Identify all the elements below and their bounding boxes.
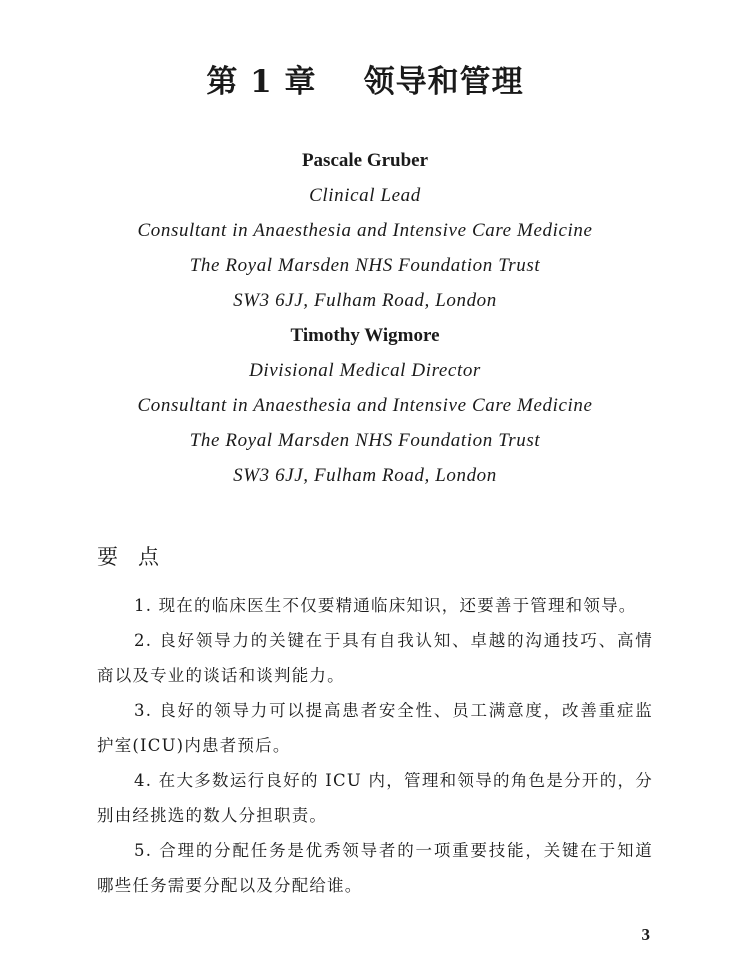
key-point-item: 1. 现在的临床医生不仅要精通临床知识，还要善于管理和领导。 [134, 596, 637, 615]
author-address: SW3 6JJ, Fulham Road, London [233, 465, 497, 486]
key-point-item: 4. 在大多数运行良好的 ICU 内，管理和领导的角色是分开的，分别由经挑选的数人分担职责。 [97, 771, 653, 825]
key-point-item: 5. 合理的分配任务是优秀领导者的一项重要技能，关键在于知道哪些任务需要分配以及分配给谁。 [97, 841, 653, 895]
chapter-title: 第 1 章 领导和管理 [206, 64, 524, 100]
author-position: Consultant in Anaesthesia and Intensive Care Medicine [137, 395, 593, 416]
key-points-list [97, 588, 653, 903]
author-role: Divisional Medical Director [249, 360, 481, 381]
author-address: SW3 6JJ, Fulham Road, London [233, 290, 497, 311]
author-institution: The Royal Marsden NHS Foundation Trust [189, 430, 541, 451]
key-point-item: 3. 良好的领导力可以提高患者安全性、员工满意度，改善重症监护室(ICU)内患者预后。 [97, 701, 653, 755]
author-institution: The Royal Marsden NHS Foundation Trust [189, 255, 541, 276]
author-role: Clinical Lead [309, 185, 421, 206]
page-number: 3 [641, 925, 650, 944]
key-point-item: 2. 良好领导力的关键在于具有自我认知、卓越的沟通技巧、高情商以及专业的谈话和谈判能力。 [97, 631, 653, 685]
author-name: Pascale Gruber [301, 150, 429, 171]
author-name: Timothy Wigmore [290, 325, 440, 346]
key-points-heading: 要 点 [97, 545, 160, 569]
author-position: Consultant in Anaesthesia and Intensive Care Medicine [137, 220, 593, 241]
author-block [0, 143, 730, 493]
